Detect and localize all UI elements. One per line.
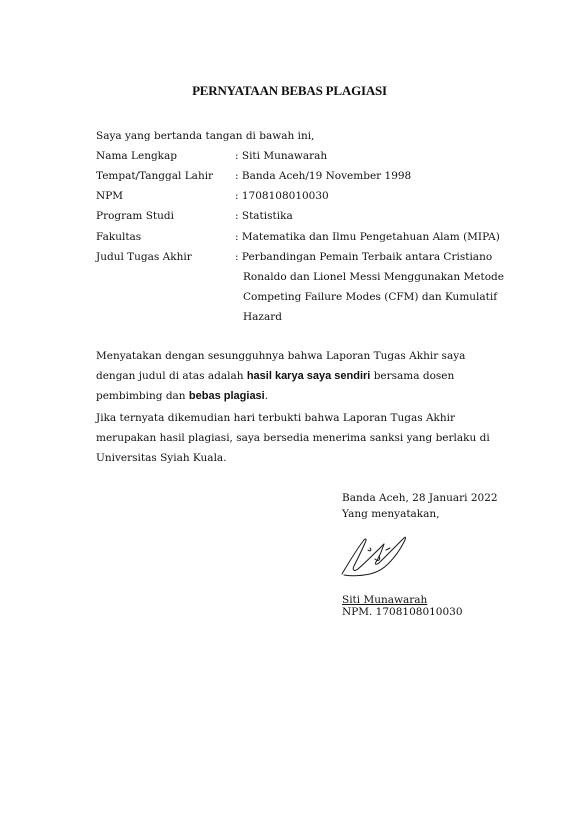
- signature-role: Yang menyatakan,: [342, 508, 440, 520]
- handwritten-signature: [340, 528, 410, 580]
- field-value-ttl: : Banda Aceh/19 November 1998: [235, 170, 412, 182]
- statement-bold-plagiarism-free: bebas plagiasi: [188, 390, 265, 402]
- statement-bold-own-work: hasil karya saya sendiri: [246, 370, 371, 382]
- statement-text-2: bersama dosen pembimbing dan: [96, 370, 455, 402]
- field-label-nama: Nama Lengkap: [96, 150, 178, 162]
- field-label-fakultas: Fakultas: [96, 231, 142, 243]
- field-value-fakultas: : Matematika dan Ilmu Pengetahuan Alam (MIPA): [235, 231, 500, 243]
- signature-place-date: Banda Aceh, 28 Januari 2022: [342, 492, 498, 504]
- field-value-judul-line3: Competing Failure Modes (CFM) dan Kumulatif: [243, 291, 498, 303]
- field-value-prodi: : Statistika: [235, 210, 293, 222]
- field-value-judul-line4: Hazard: [243, 311, 282, 323]
- field-label-npm: NPM: [96, 190, 124, 202]
- field-label-ttl: Tempat/Tanggal Lahir: [96, 170, 214, 182]
- field-label-judul: Judul Tugas Akhir: [96, 251, 192, 263]
- signature-name: Siti Munawarah: [342, 594, 428, 606]
- signature-npm: NPM. 1708108010030: [342, 606, 463, 618]
- sanction-paragraph: Jika ternyata dikemudian hari terbukti bahwa Laporan Tugas Akhir merupakan hasil plagiasi, saya bersedia menerima sanksi yang berlaku di Universitas Syiah Kuala.: [96, 412, 490, 464]
- field-value-nama: : Siti Munawarah: [235, 150, 328, 162]
- statement-paragraph: [96, 346, 506, 406]
- statement-text-1: Menyatakan dengan sesungguhnya bahwa Laporan Tugas Akhir saya dengan judul di atas adalah: [96, 350, 466, 382]
- field-label-prodi: Program Studi: [96, 210, 174, 222]
- page-title: PERNYATAAN BEBAS PLAGIASI: [192, 83, 387, 98]
- statement-text-3: .: [264, 390, 269, 402]
- field-value-judul: : Perbandingan Pemain Terbaik antara Cristiano: [235, 251, 493, 263]
- field-value-npm: : 1708108010030: [235, 190, 329, 202]
- intro-text: Saya yang bertanda tangan di bawah ini,: [96, 130, 315, 142]
- field-value-judul-line2: Ronaldo dan Lionel Messi Menggunakan Metode: [243, 271, 504, 283]
